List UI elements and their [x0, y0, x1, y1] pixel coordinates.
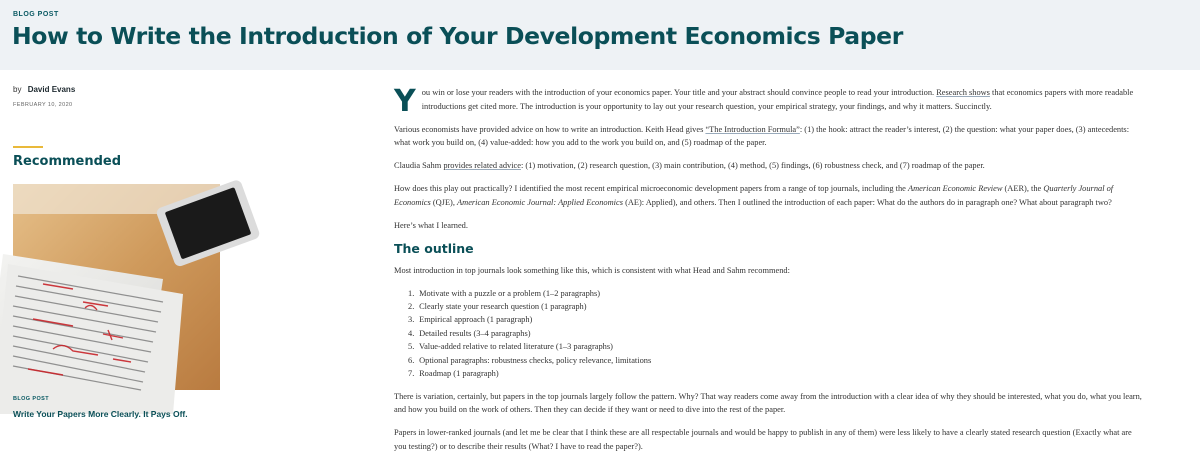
byline — [13, 85, 75, 94]
paragraph: Here’s what I learned. — [394, 220, 468, 230]
paragraph: Most introduction in top journals look something like this, which is consistent with what Head and Sahm recommend: — [394, 265, 790, 275]
recommended-post-image[interactable] — [13, 184, 220, 390]
recommended-heading: Recommended — [13, 154, 122, 169]
paragraph: You win or lose your readers with the introduction of your economics paper. Your title and your abstract should convince people to read your introduction. Research shows that economics papers with more readable introductions get cited more. The introduction is your opportunity to lay out your research question, your empirical strategy, your findings, and why it matters. Succinctly. — [394, 84, 1134, 119]
list-item: 7. Roadmap (1 paragraph) — [408, 368, 499, 378]
section-divider — [13, 146, 43, 148]
page-header — [0, 0, 1200, 70]
paragraph: Various economists have provided advice on how to write an introduction. Keith Head gives “The Introduction Formula”: (1) the hook: attract the reader’s interest, (2) the question: what your paper does, (3) antecedents: what work you build on, (4) value-added: how you add to the work you build on, and (5) roadmap of the paper. — [394, 124, 1130, 147]
paragraph: Papers in lower-ranked journals (and let me be clear that I think these are all respectable journals and would be happy to publish in any of them) were less likely to have a clearly stated research question (Exactly what are you testing?) or to describe their results (What? I have to read the paper?). — [394, 428, 1132, 451]
list-item: 3. Empirical approach (1 paragraph) — [408, 315, 533, 325]
paper-with-edits-illustration — [13, 184, 220, 390]
recommended-post-link[interactable]: Write Your Papers More Clearly. It Pays Off. — [13, 409, 188, 419]
list-item: 1. Motivate with a puzzle or a problem (1–2 paragraphs) — [408, 288, 601, 298]
recommended-post-type: BLOG POST — [13, 396, 49, 402]
paragraph: How does this play out practically? I identified the most recent empirical microeconomic development papers from a range of top journals, including the American Economic Review (AER), the Quarterly Journal of Economics (QJE), American Economic Journal: Applied Economics (AE): Applied), and others. Then I outlined the introduction of each paper: What do the authors do in paragraph one? What about paragraph two? — [394, 184, 1114, 207]
article-body — [394, 86, 1142, 463]
research-shows-link[interactable]: Research shows — [936, 88, 990, 97]
outline-heading: The outline — [394, 240, 474, 256]
byline-prefix: by — [13, 85, 22, 94]
list-item: 4. Detailed results (3–4 paragraphs) — [408, 328, 531, 338]
outline-list — [408, 287, 1142, 381]
author-link[interactable]: David Evans — [27, 85, 76, 94]
drop-cap: Y — [394, 84, 416, 119]
page-title: How to Write the Introduction of Your Development Economics Paper — [12, 22, 903, 50]
related-advice-link[interactable]: provides related advice — [443, 161, 521, 170]
list-item: 2. Clearly state your research question (1 paragraph) — [408, 301, 587, 311]
list-item: 6. Optional paragraphs: robustness checks, policy relevance, limitations — [408, 355, 652, 365]
publish-date: FEBRUARY 10, 2020 — [13, 102, 73, 108]
introduction-formula-link[interactable]: “The Introduction Formula” — [705, 124, 800, 134]
post-type-label: BLOG POST — [13, 11, 59, 18]
paragraph: There is variation, certainly, but papers in the top journals largely follow the pattern. Why? That way readers come away from the introduction with a clear idea of why they should be interested, what you do, what you learn, and how you build on the work of others. Then they can decide if they want or need to dive into the rest of the paper. — [394, 391, 1142, 415]
list-item: 5. Value-added relative to related literature (1–3 paragraphs) — [408, 342, 613, 352]
paragraph: Claudia Sahm provides related advice: (1) motivation, (2) research question, (3) main contribution, (4) method, (5) findings, (6) robustness check, and (7) roadmap of the paper. — [394, 161, 985, 170]
